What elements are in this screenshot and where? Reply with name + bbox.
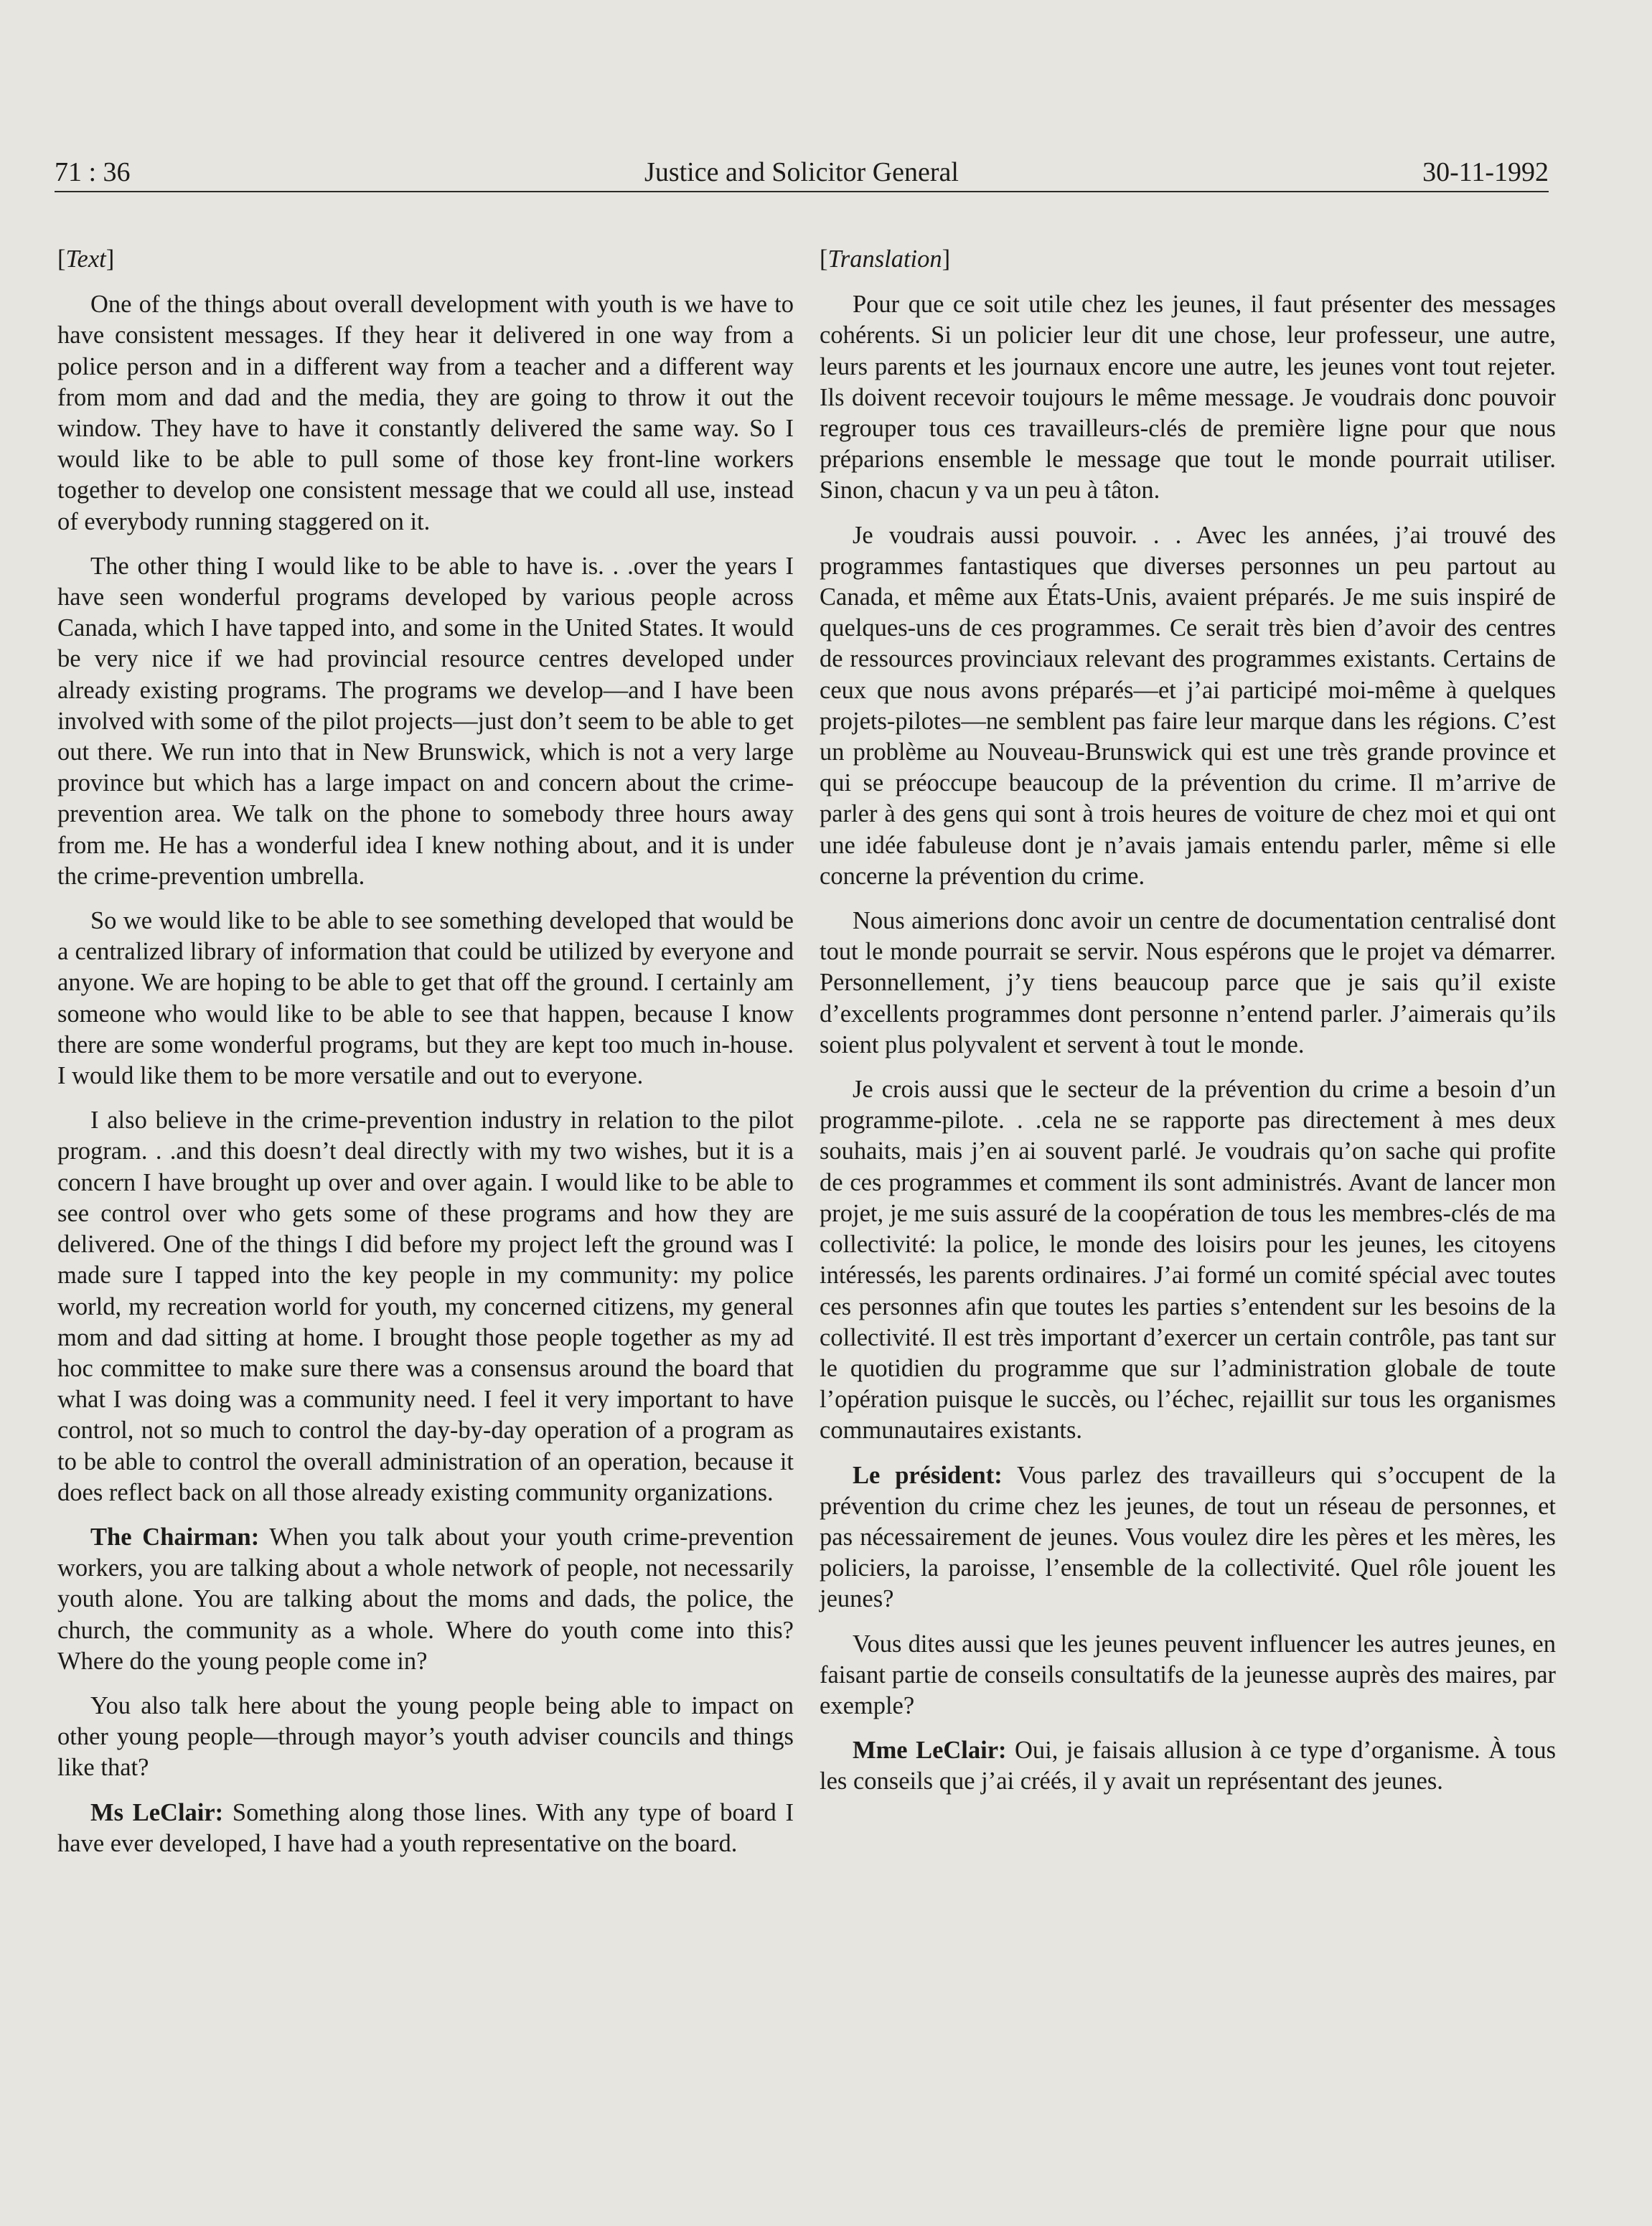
french-chairman-remark: Le président: Vous parlez des travailleurs qui s’occupent de la prévention du crime chez les jeunes, de tout un réseau de personnes, et pas nécessairement de jeunes. Vous voulez dire les pères et les mères, les policiers, la paroisse, l’ensemble de la collectivité. Quel rôle jouent les jeunes? (820, 1461, 1556, 1613)
english-chairman-remark: The Chairman: When you talk about your youth crime-prevention workers, you are talking about a whole network of people, not necessarily youth alone. You are talking about the moms and dads, the police, the church, the community as a whole. Where do youth come into this? Where do the young people come in? (57, 1523, 794, 1675)
translation-language-tag: [Translation] (820, 245, 951, 273)
french-chairman-followup: Vous dites aussi que les jeunes peuvent influencer les autres jeunes, en faisant partie de conseils consultatifs de la jeunesse auprès des maires, par exemple? (820, 1630, 1556, 1719)
french-column (820, 244, 1556, 1811)
french-paragraph-4: Je crois aussi que le secteur de la prévention du crime a besoin d’un programme-pilote. . .cela ne se rapporte pas directement à mes deux souhaits, mais j’en ai souvent parlé. Je voudrais qu’on sache qui profite de ces programmes et comment ils sont administrés. Avant de lancer mon projet, je me suis assuré de la coopération de tous les membres-clés de ma collectivité: la police, le monde des loisirs pour les jeunes, les citoyens intéressés, les parents ordinaires. J’ai formé un comité spécial avec toutes ces personnes afin que toutes les parties s’entendent sur les besoins de la collectivité. Il est très important d’exercer un certain contrôle, pas tant sur le quotidien du programme que sur l’administration globale de toute l’opération puisque le succès, ou l’échec, rejaillit sur tous les organismes communautaires existants. (820, 1076, 1556, 1445)
speaker-president: Le président: (853, 1461, 1003, 1489)
french-paragraph-2: Je voudrais aussi pouvoir. . . Avec les années, j’ai trouvé des programmes fantastiques que diverses personnes un peu partout au Canada, et même aux États-Unis, avaient préparés. Je me suis inspiré de quelques-uns de ces programmes. Ce serait très bien d’avoir des centres de ressources provinciaux relevant des programmes existants. Certains de ceux que nous avons préparés—et j’ai participé moi-même à quelques projets-pilotes—ne semblent pas faire leur marque dans les régions. C’est un problème au Nouveau-Brunswick qui est une très grande province et qui se préoccupe beaucoup de la prévention du crime. Il m’arrive de parler à des gens qui sont à trois heures de voiture de chez moi et qui ont une idée fabuleuse dont je n’avais jamais entendu parler, même si elle concerne la prévention du crime. (820, 521, 1556, 890)
french-paragraph-1: Pour que ce soit utile chez les jeunes, il faut présenter des messages cohérents. Si un policier leur dit une chose, leur professeur, une autre, leurs parents et les journaux encore une autre, les jeunes vont tout rejeter. Ils doivent recevoir toujours le même message. Je voudrais donc pouvoir regrouper tous ces travailleurs-clés de première ligne pour que nous préparions ensemble le message que tout le monde pourrait utiliser. Sinon, chacun y va un peu à tâton. (820, 291, 1556, 504)
french-witness-reply: Mme LeClair: Oui, je faisais allusion à ce type d’organisme. À tous les conseils que j’ai créés, il y avait un représentant des jeunes. (820, 1737, 1557, 1795)
french-paragraph-3: Nous aimerions donc avoir un centre de documentation centralisé dont tout le monde pourrait se servir. Nous espérons que le projet va démarrer. Personnellement, j’y tiens beaucoup parce que je sais qu’il existe d’excellents programmes dont personne n’entend parler. J’aimerais qu’ils soient plus polyvalent et servent à tout le monde. (820, 907, 1556, 1058)
running-header (55, 154, 1549, 192)
page-title: Justice and Solicitor General (644, 157, 959, 187)
session-date: 30-11-1992 (1422, 157, 1549, 187)
page-number: 71 : 36 (55, 157, 131, 187)
english-paragraph-2: The other thing I would like to be able to have is. . .over the years I have seen wonderful programs developed by various people across Canada, which I have tapped into, and some in the United States. It would be very nice if we had provincial resource centres developed under already existing programs. The programs we develop—and I have been involved with some of the pilot projects—just don’t seem to be able to get out there. We run into that in New Brunswick, which is not a very large province but which has a large impact on and concern about the crime-prevention area. We talk on the phone to somebody three hours away from me. He has a wonderful idea I knew nothing about, and it is under the crime-prevention umbrella. (57, 552, 794, 890)
english-paragraph-3: So we would like to be able to see something developed that would be a centralized library of information that could be utilized by everyone and anyone. We are hoping to be able to get that off the ground. I certainly am someone who would like to be able to see that happen, because I know there are some wonderful programs, but they are kept too much in-house. I would like them to be more versatile and out to everyone. (57, 907, 794, 1090)
english-witness-reply: Ms LeClair: Something along those lines. With any type of board I have ever developed, I have had a youth representative on the board. (57, 1798, 794, 1857)
speaker-witness-fr: Mme LeClair: (853, 1737, 1007, 1765)
speaker-witness: Ms LeClair: (90, 1798, 224, 1826)
english-chairman-followup: You also talk here about the young people being able to impact on other young people—through mayor’s youth adviser councils and things like that? (57, 1691, 794, 1782)
text-language-tag: [Text] (57, 245, 115, 273)
english-column (57, 244, 794, 1873)
speaker-chairman: The Chairman: (90, 1523, 260, 1551)
english-paragraph-4: I also believe in the crime-prevention industry in relation to the pilot program. . .and this doesn’t deal directly with my two wishes, but it is a concern I have brought up over and over again. I would like to be able to see control over who gets some of these programs and how they are delivered. One of the things I did before my project left the ground was I made sure I tapped into the key people in my community: my police world, my recreation world for youth, my concerned citizens, my general mom and dad sitting at home. I brought those people together as my ad hoc committee to make sure there was a consensus around the board that what I was doing was a community need. I feel it very important to have control, not so much to control the day-by-day operation of a program as to be able to control the overall administration of an operation, because it does reflect back on all those already existing community organizations. (57, 1107, 794, 1506)
english-paragraph-1: One of the things about overall development with youth is we have to have consistent messages. If they hear it delivered in one way from a police person and in a different way from a teacher and a different way from mom and dad and the media, they are going to throw it out the window. They have to have it constantly delivered the same way. So I would like to be able to pull some of those key front-line workers together to develop one consistent message that we could all use, instead of everybody running staggered on it. (57, 291, 794, 535)
